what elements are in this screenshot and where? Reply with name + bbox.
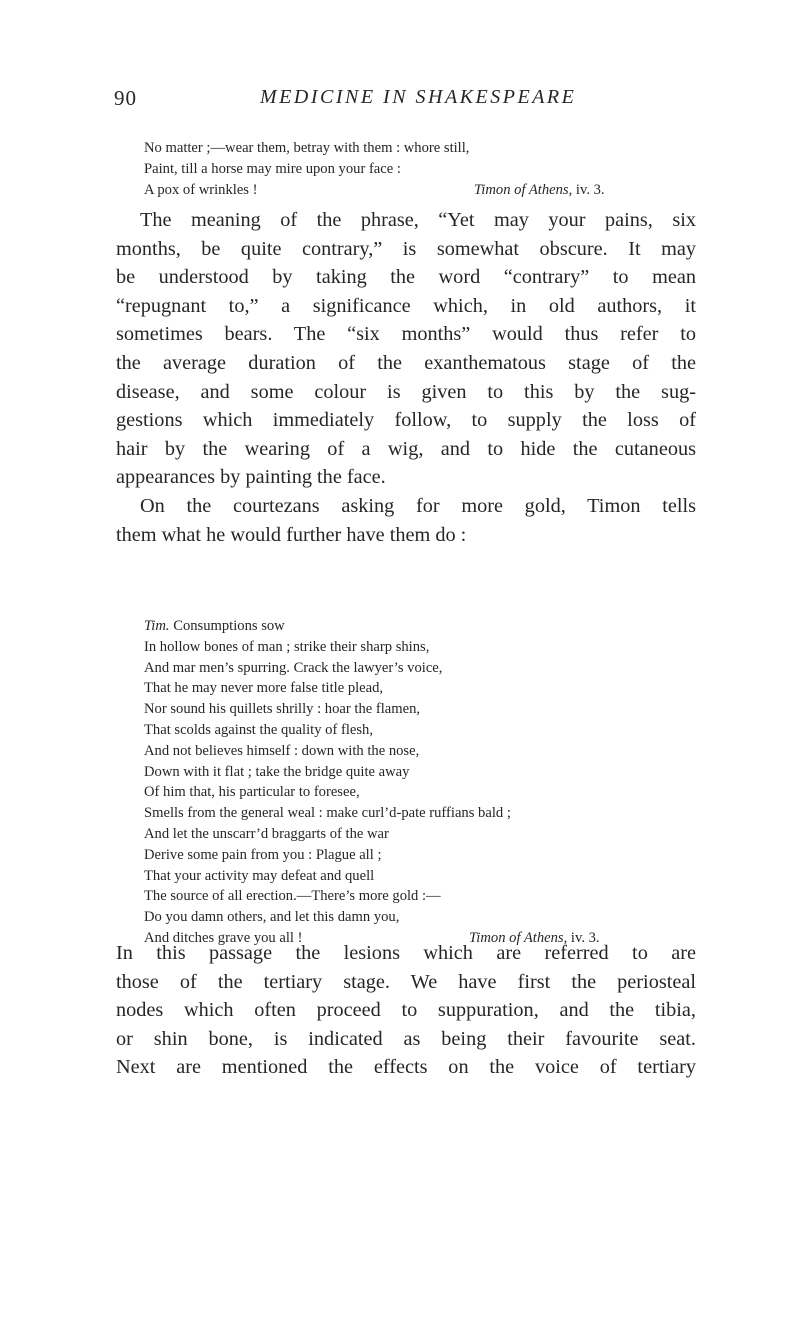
citation-ref: iv. 3.: [570, 929, 600, 946]
paragraph-line: hair by the wearing of a wig, and to hide the cutaneous: [116, 437, 696, 460]
quote-line: Do you damn others, and let this damn you,: [144, 909, 400, 926]
paragraph-line: disease, and some colour is given to this by the sug-: [116, 380, 696, 403]
quote-block-1: [144, 138, 744, 200]
quote-line: And mar men’s spurring. Crack the lawyer’s voice,: [144, 659, 443, 676]
paragraph-1: [116, 206, 696, 549]
paragraph-line: sometimes bears. The “six months” would thus refer to: [116, 323, 696, 346]
paragraph-line: “repugnant to,” a significance which, in old authors, it: [116, 294, 696, 317]
paragraph-line: the average duration of the exanthematous stage of the: [116, 351, 696, 374]
quote-line: [144, 616, 744, 637]
quote-block-2: [144, 616, 744, 949]
paragraph-line: appearances by painting the face.: [116, 466, 386, 489]
quote-line: Of him that, his particular to foresee,: [144, 784, 360, 801]
quote-line: Paint, till a horse may mire upon your face :: [144, 160, 401, 177]
paragraph-line: or shin bone, is indicated as being their favourite seat.: [116, 1027, 696, 1050]
citation: [474, 180, 605, 201]
quote-line-text: A pox of wrinkles !: [144, 181, 258, 198]
paragraph-line: gestions which immediately follow, to supply the loss of: [116, 409, 696, 432]
paragraph-line: be understood by taking the word “contrary” to mean: [116, 266, 696, 289]
quote-line: [144, 180, 744, 201]
page-number: 90: [114, 86, 137, 110]
quote-line: Nor sound his quillets shrilly : hoar the flamen,: [144, 701, 421, 718]
paragraph-line: months, be quite contrary,” is somewhat obscure. It may: [116, 237, 696, 260]
citation-title: Timon of Athens,: [474, 181, 573, 198]
quote-line: And let the unscarr’d braggarts of the war: [144, 825, 389, 842]
page-header: [114, 86, 690, 116]
paragraph-line: nodes which often proceed to suppuration, and the tibia,: [116, 999, 696, 1022]
quote-line: Derive some pain from you : Plague all ;: [144, 846, 382, 863]
quote-line: Smells from the general weal : make curl’d-pate ruffians bald ;: [144, 805, 511, 822]
quote-line: And not believes himself : down with the nose,: [144, 742, 420, 759]
citation-ref: iv. 3.: [575, 181, 605, 198]
quote-line: In hollow bones of man ; strike their sharp shins,: [144, 638, 430, 655]
paragraph-line: In this passage the lesions which are referred to are: [116, 942, 696, 964]
quote-line-text: Consumptions sow: [173, 618, 285, 634]
paragraph-line: The meaning of the phrase, “Yet may your pains, six: [140, 209, 696, 231]
quote-line-text: And ditches grave you all !: [144, 929, 303, 946]
quote-line: That he may never more false title plead,: [144, 680, 384, 697]
speaker-name: Tim.: [144, 618, 170, 634]
quote-line: That your activity may defeat and quell: [144, 867, 375, 884]
quote-line: The source of all erection.—There’s more gold :—: [144, 888, 441, 905]
paragraph-line: them what he would further have them do :: [116, 523, 467, 546]
citation-title: Timon of Athens,: [469, 929, 568, 946]
paragraph-3: [116, 939, 696, 1082]
paragraph-line: On the courtezans asking for more gold, Timon tells: [140, 494, 696, 517]
quote-line: No matter ;—wear them, betray with them : whore still,: [144, 140, 470, 156]
paragraph-line: those of the tertiary stage. We have first the periosteal: [116, 970, 696, 993]
paragraph-line: Next are mentioned the effects on the voice of tertiary: [116, 1056, 696, 1079]
quote-line: Down with it flat ; take the bridge quite away: [144, 763, 410, 780]
running-title: MEDICINE IN SHAKESPEARE: [260, 86, 577, 108]
quote-line: That scolds against the quality of flesh,: [144, 721, 373, 738]
